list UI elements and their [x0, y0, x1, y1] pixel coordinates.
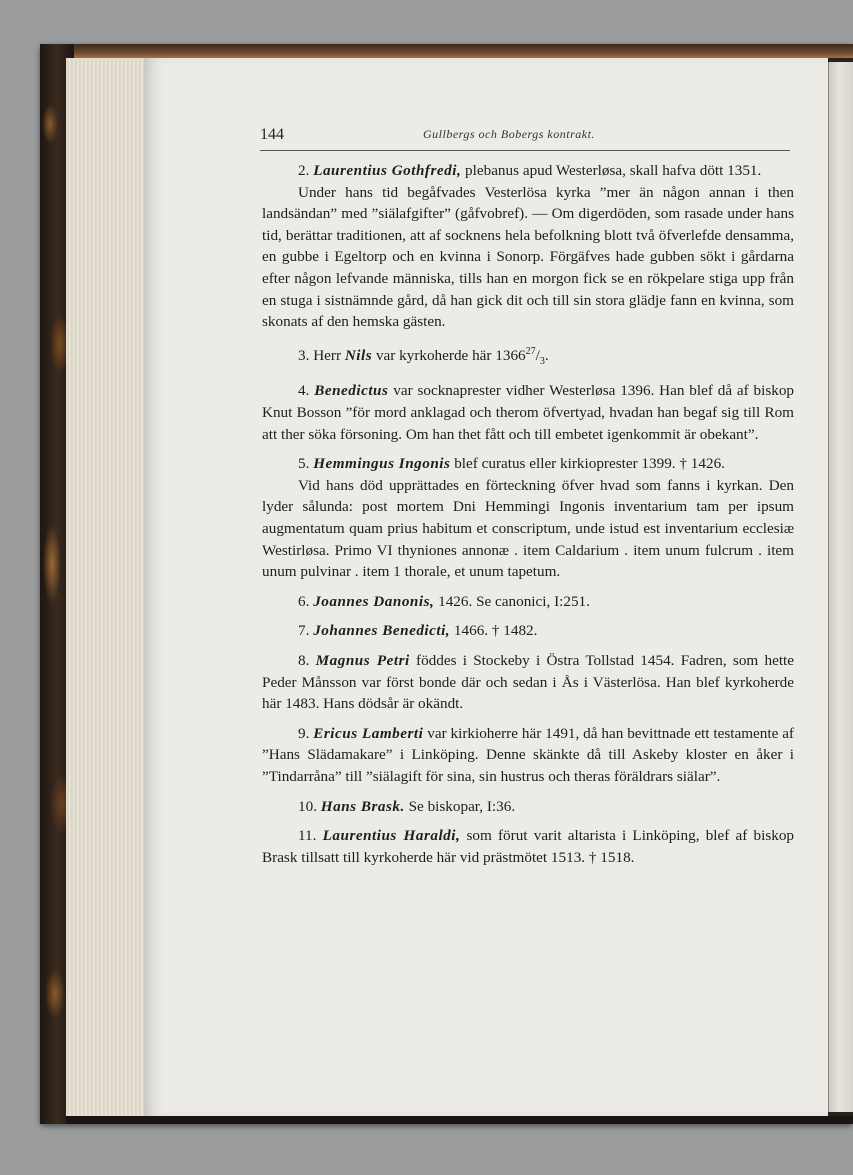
entry-text: Se biskopar, I:36. [408, 797, 516, 815]
entry-paragraph: Vid hans död upprättades en förteckning öfver hvad som fanns i kyrkan. Den lyder sålunda: post mortem Dni Hemmingi Ingonis inventarium tam per ipsum augmentatum quam prius habitum et conscriptum, unde istud est inventarium ecclesiæ Westirløsa. Primo VI thyniones annonæ . item Caldarium . item unum fulcrum . item unum pulvinar . item 1 thorale, et unum tapetum. [262, 476, 794, 581]
entry-end: . [544, 346, 549, 364]
entry-5 [262, 453, 794, 583]
page-block-edges [66, 58, 144, 1116]
entry-8 [262, 650, 794, 715]
entry-number: 9. [298, 724, 310, 742]
entry-name: Joannes Danonis, [313, 592, 435, 610]
book-bottom-edge [66, 1116, 853, 1124]
entry-2 [262, 160, 794, 333]
entry-name: Johannes Benedicti, [313, 622, 451, 640]
entry-name: Benedictus [314, 382, 389, 400]
entry-number: 8. [298, 651, 310, 669]
entry-text: var kyrkoherde här 1366 [375, 346, 526, 364]
entry-text: var kirkioherre här 1491, då han bevittnade ett testamente af ”Hans Slädamakare” i Linköping. Denne skänkte då till Askeby kloster en åker i ”Tindarråna” till ”siälagift för sina, sin hustrus och theras föräldrars siälar”. [262, 724, 794, 785]
entry-10 [262, 796, 794, 818]
running-title: Gullbergs och Bobergs kontrakt. [423, 127, 595, 141]
entry-9 [262, 723, 794, 788]
cover-top-edge [74, 44, 853, 58]
entry-11 [262, 825, 794, 868]
page-number: 144 [260, 126, 284, 143]
entry-text: som förut varit altarista i Linköping, blef af biskop Brask tillsatt till kyrkoherde här vid prästmötet 1513. † 1518. [262, 827, 795, 866]
entry-number: 2. [298, 162, 310, 179]
entry-3: 3. Herr Nils var kyrkoherde här $1366^{27}/_3$. [298, 345, 549, 367]
entry-text: 1426. Se canonici, I:251. [438, 592, 590, 610]
entry-number: 11. [298, 827, 317, 845]
entry-name: Magnus Petri [315, 651, 410, 669]
date-subscript: 3 [539, 355, 545, 367]
entry-text: föddes i Stockeby i Östra Tollstad 1454. Fadren, som hette Peder Månsson var först bonde där och sedan i Ås i Västerlösa. Han blef kyrkoherde här 1483. Hans dödsår är okändt. [262, 651, 795, 713]
entry-text: plebanus apud Westerløsa, skall hafva dött 1351. [465, 162, 762, 179]
entry-number: 6. [298, 592, 310, 610]
entry-text: blef curatus eller kirkioprester 1399. † 1426. [454, 455, 725, 473]
next-page-edge [828, 62, 853, 1112]
page-header [260, 126, 790, 151]
entry-paragraph: Under hans tid begåfvades Vesterlösa kyrka ”mer än någon annan i then landsändan” med ”siälafgifter” (gåfvobref). — Om digerdöden, som rasade under hans tid, berättar traditionen, att af socknens hela befolkning blott två öfverlefde densamma, en gubbe i Egeltorp och en kvinna i Sonorp. Förgäfves hade gubben sökt i gårdarna efter någon lefvande människa, tills han en morgon fick se en rökpelare stiga upp från en stuga i sistnämnde gård, då han gick dit och till sin stora glädje fann en kvinna, som skonats af den hemska gästen. [262, 183, 794, 331]
entry-number: 10. [298, 797, 317, 815]
entry-prefix: Herr [313, 346, 342, 364]
entry-name: Ericus Lamberti [313, 724, 424, 742]
entry-number: 3. [298, 346, 310, 364]
entry-number: 7. [298, 622, 310, 640]
page-body [262, 160, 794, 876]
entry-name: Laurentius Haraldi, [322, 827, 461, 845]
entry-name: Nils [344, 346, 373, 364]
entry-number: 4. [298, 382, 310, 400]
entry-text: 1466. † 1482. [453, 622, 538, 640]
entry-name: Hemmingus Ingonis [313, 455, 451, 473]
entry-name: Hans Brask. [320, 797, 405, 815]
date-superscript: 27 [525, 345, 536, 357]
entry-text: var socknaprester vidher Westerløsa 1396. Han blef då af biskop Knut Bosson ”för mord anklagad och therom öfvertyad, hvadan han begaf sig till Rom att ther söka försoning. Om han thet fått och till embetet igenkommit är obekant”. [262, 382, 795, 443]
entry-number: 5. [298, 455, 310, 473]
entry-name: Laurentius Gothfredi, [313, 162, 462, 179]
entry-4 [262, 380, 794, 445]
entry-7 [262, 620, 794, 642]
entry-6 [262, 591, 794, 613]
